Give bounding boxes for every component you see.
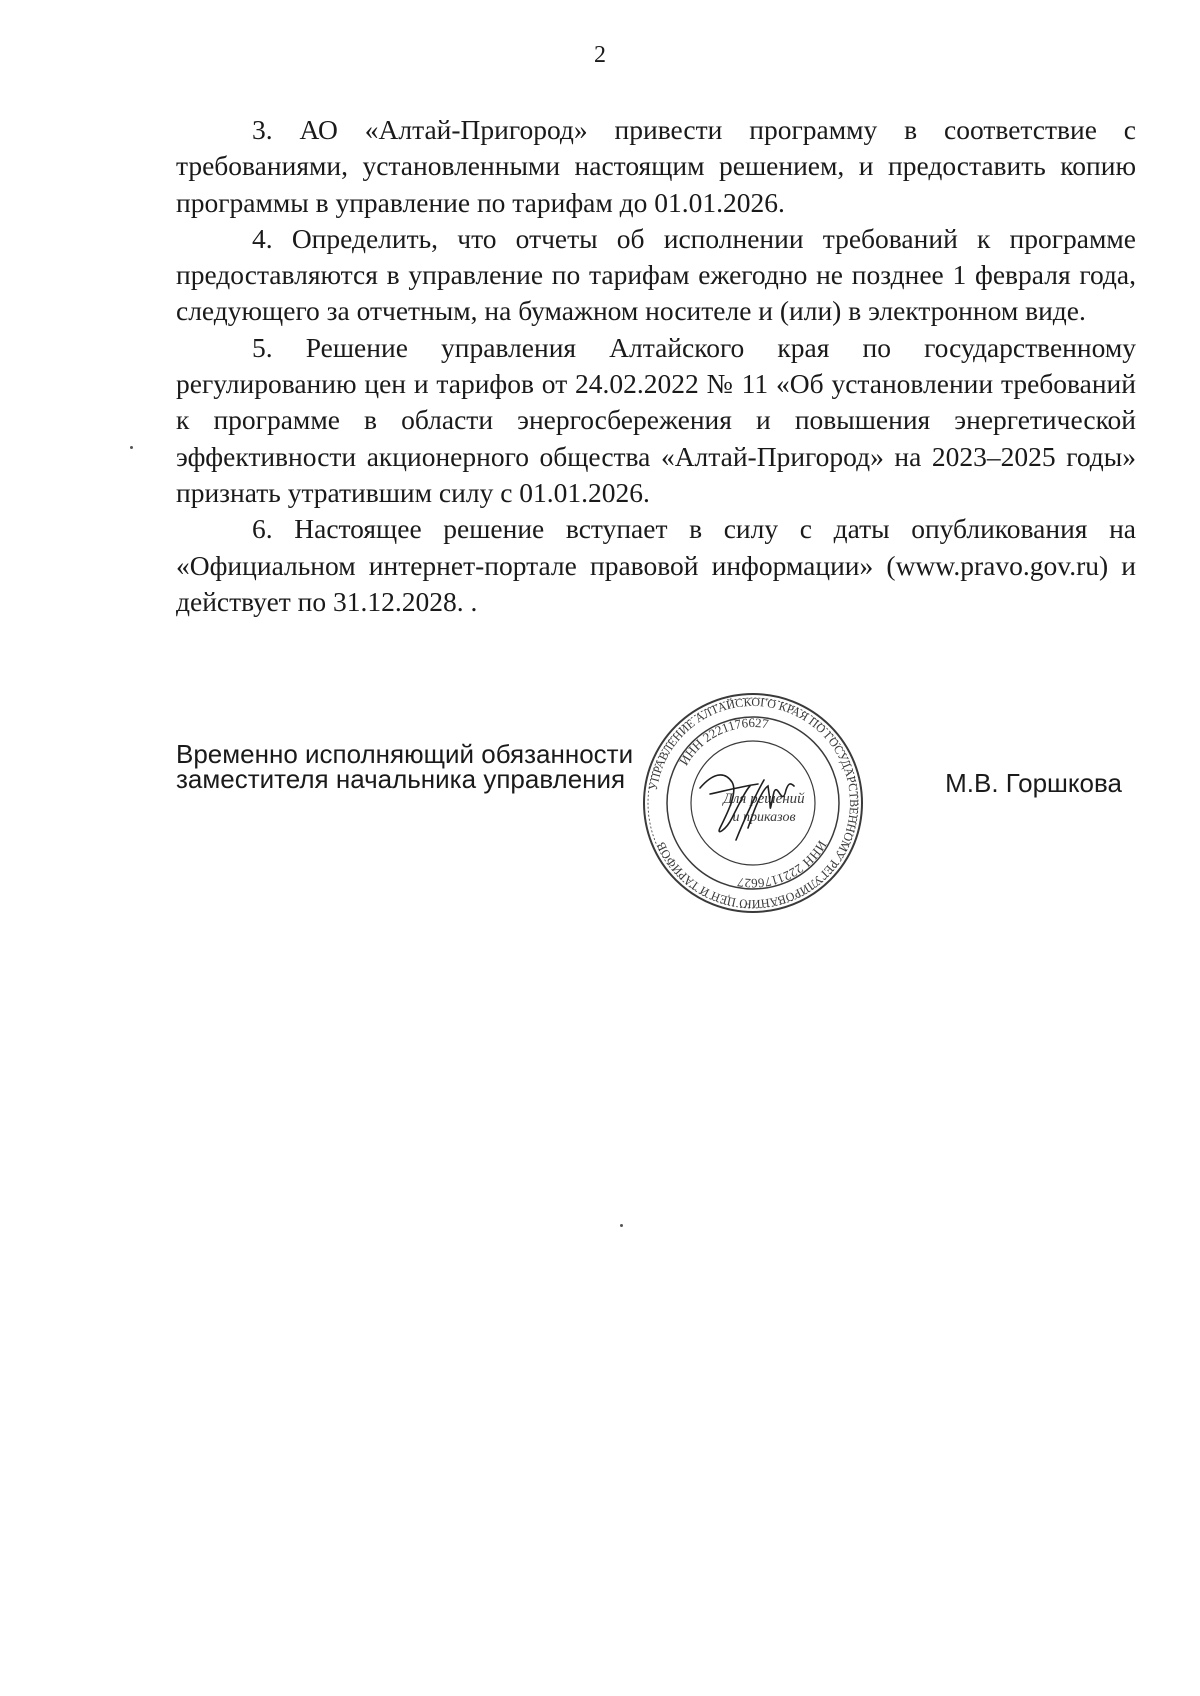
stamp-center-line-2: и приказов xyxy=(732,810,796,825)
signatory-position-line-2: заместителя начальника управления xyxy=(176,764,626,794)
scan-artifact-dot xyxy=(620,1224,623,1227)
stamp-inn-text-2: ИНН 2221176627 xyxy=(736,838,830,892)
stamp-outer-text: УПРАВЛЕНИЕ АЛТАЙСКОГО КРАЯ ПО ГОСУДАРСТВЕННОМУ РЕГУЛИРОВАНИЮ ЦЕН И ТАРИФОВ xyxy=(645,694,862,912)
scan-artifact-dot xyxy=(130,446,133,449)
paragraph-5: 5. Решение управления Алтайского края по государственному регулированию цен и тарифов от 24.02.2022 № 11 «Об установлении требований к программе в области энергосбережения и повышения энергетической эффективности акционерного общества «Алтай-Пригород» на 2023–2025 годы» признать утратившим силу с 01.01.2026. xyxy=(176,331,1136,508)
paragraph-6: 6. Настоящее решение вступает в силу с даты опубликования на «Официальном интернет-портале правовой информации» (www.pravo.gov.ru) и действует по 31.12.2028. . xyxy=(176,513,1136,617)
paragraph-4: 4. Определить, что отчеты об исполнении требований к программе предоставляются в управление по тарифам ежегодно не позднее 1 февраля года, следующего за отчетным, на бумажном носителе и (или) в электронном виде. xyxy=(176,222,1136,327)
stamp-center-line-1: Для решений xyxy=(723,791,805,807)
signatory-position-line-1: Временно исполняющий обязанности xyxy=(176,739,634,769)
signatory-position xyxy=(176,739,634,794)
page-number: 2 xyxy=(594,42,606,68)
signatory-name: М.В. Горшкова xyxy=(945,768,1122,798)
stamp-inn-text: ИНН 2221176627 xyxy=(676,714,770,768)
handwritten-signature xyxy=(700,775,794,840)
decree-body xyxy=(176,112,1136,620)
paragraph-3: 3. АО «Алтай-Пригород» привести программу в соответствие с требованиями, установленными настоящим решением, и предоставить копию программы в управление по тарифам до 01.01.2026. xyxy=(176,114,1136,218)
official-seal-stamp xyxy=(640,690,866,916)
